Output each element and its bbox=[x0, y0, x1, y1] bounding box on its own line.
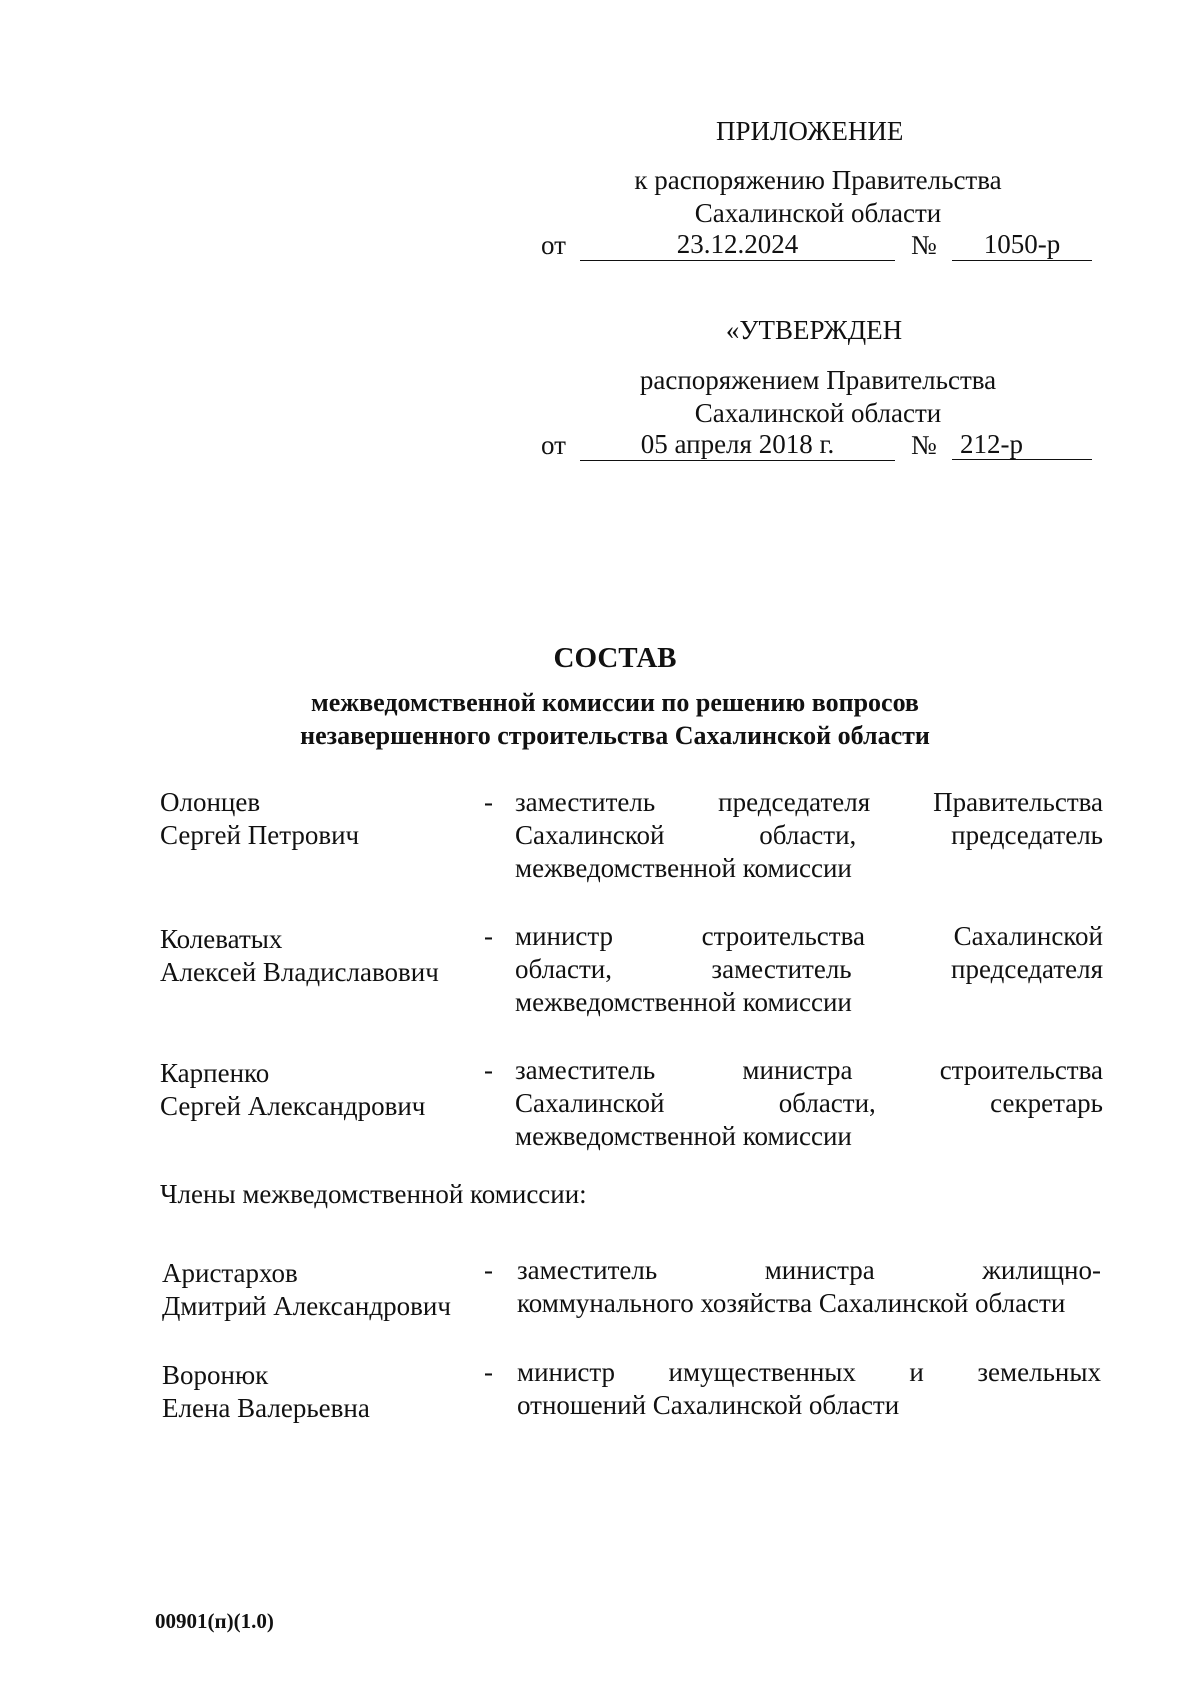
appendix-date: 23.12.2024 bbox=[580, 228, 895, 261]
person-given-names: Сергей Петрович bbox=[160, 820, 360, 850]
person-surname: Воронюк bbox=[162, 1360, 269, 1390]
role-line: министр строительства Сахалинской bbox=[515, 921, 1103, 951]
from-label: от bbox=[541, 430, 566, 460]
commission-member bbox=[0, 1254, 1200, 1324]
number-label: № bbox=[911, 430, 937, 460]
person-role bbox=[515, 920, 1103, 1019]
role-line: Сахалинской области, председатель bbox=[515, 820, 1103, 850]
commission-member bbox=[0, 1356, 1200, 1426]
person-given-names: Алексей Владиславович bbox=[160, 957, 439, 987]
role-line: межведомственной комиссии bbox=[515, 853, 852, 883]
person-role bbox=[517, 1254, 1101, 1320]
role-line: заместитель министра жилищно- bbox=[517, 1255, 1101, 1285]
entry-dash: - bbox=[484, 787, 493, 817]
role-line: заместитель председателя Правительства bbox=[515, 787, 1103, 817]
role-line: межведомственной комиссии bbox=[515, 1121, 852, 1151]
person-role bbox=[517, 1356, 1101, 1422]
document-subtitle-line1: межведомственной комиссии по решению вопросов bbox=[311, 688, 919, 717]
approved-date-row bbox=[541, 428, 1101, 464]
approved-by-line2: Сахалинской области bbox=[694, 398, 942, 428]
person-surname: Карпенко bbox=[160, 1058, 270, 1088]
approved-title: «УТВЕРЖДЕН bbox=[725, 315, 903, 345]
person-role bbox=[515, 786, 1103, 885]
entry-dash: - bbox=[484, 1357, 493, 1387]
commission-entry-vice-chairman bbox=[0, 920, 1200, 1020]
role-line: Сахалинской области, секретарь bbox=[515, 1088, 1103, 1118]
commission-entry-secretary bbox=[0, 1054, 1200, 1154]
approved-number: 212-р bbox=[952, 428, 1092, 460]
commission-entry-chairman bbox=[0, 786, 1200, 886]
entry-dash: - bbox=[484, 921, 493, 951]
form-code: 00901(п)(1.0) bbox=[155, 1609, 274, 1633]
appendix-title: ПРИЛОЖЕНИЕ bbox=[716, 116, 904, 146]
role-line: министр имущественных и земельных bbox=[517, 1357, 1101, 1387]
appendix-number: 1050-р bbox=[952, 228, 1092, 261]
appendix-date-row bbox=[541, 228, 1101, 264]
person-given-names: Сергей Александрович bbox=[160, 1091, 426, 1121]
number-label: № bbox=[911, 230, 937, 260]
approved-date: 05 апреля 2018 г. bbox=[580, 428, 895, 461]
person-surname: Аристархов bbox=[162, 1258, 298, 1288]
from-label: от bbox=[541, 230, 566, 260]
role-line: межведомственной комиссии bbox=[515, 987, 852, 1017]
role-line: отношений Сахалинской области bbox=[517, 1390, 900, 1420]
document-subtitle-line2: незавершенного строительства Сахалинской области bbox=[300, 721, 930, 750]
entry-dash: - bbox=[484, 1255, 493, 1285]
role-line: области, заместитель председателя bbox=[515, 954, 1103, 984]
appendix-to-line2: Сахалинской области bbox=[694, 198, 942, 228]
person-role bbox=[515, 1054, 1103, 1153]
person-given-names: Елена Валерьевна bbox=[162, 1393, 370, 1423]
person-surname: Олонцев bbox=[160, 787, 261, 817]
approved-by-line1: распоряжением Правительства bbox=[639, 365, 997, 395]
person-given-names: Дмитрий Александрович bbox=[162, 1291, 451, 1321]
role-line: заместитель министра строительства bbox=[515, 1055, 1103, 1085]
person-surname: Колеватых bbox=[160, 924, 283, 954]
document-title: СОСТАВ bbox=[553, 642, 677, 674]
members-heading: Члены межведомственной комиссии: bbox=[160, 1179, 587, 1209]
entry-dash: - bbox=[484, 1055, 493, 1085]
role-line: коммунального хозяйства Сахалинской области bbox=[517, 1288, 1066, 1318]
appendix-to-line1: к распоряжению Правительства bbox=[634, 165, 1002, 195]
